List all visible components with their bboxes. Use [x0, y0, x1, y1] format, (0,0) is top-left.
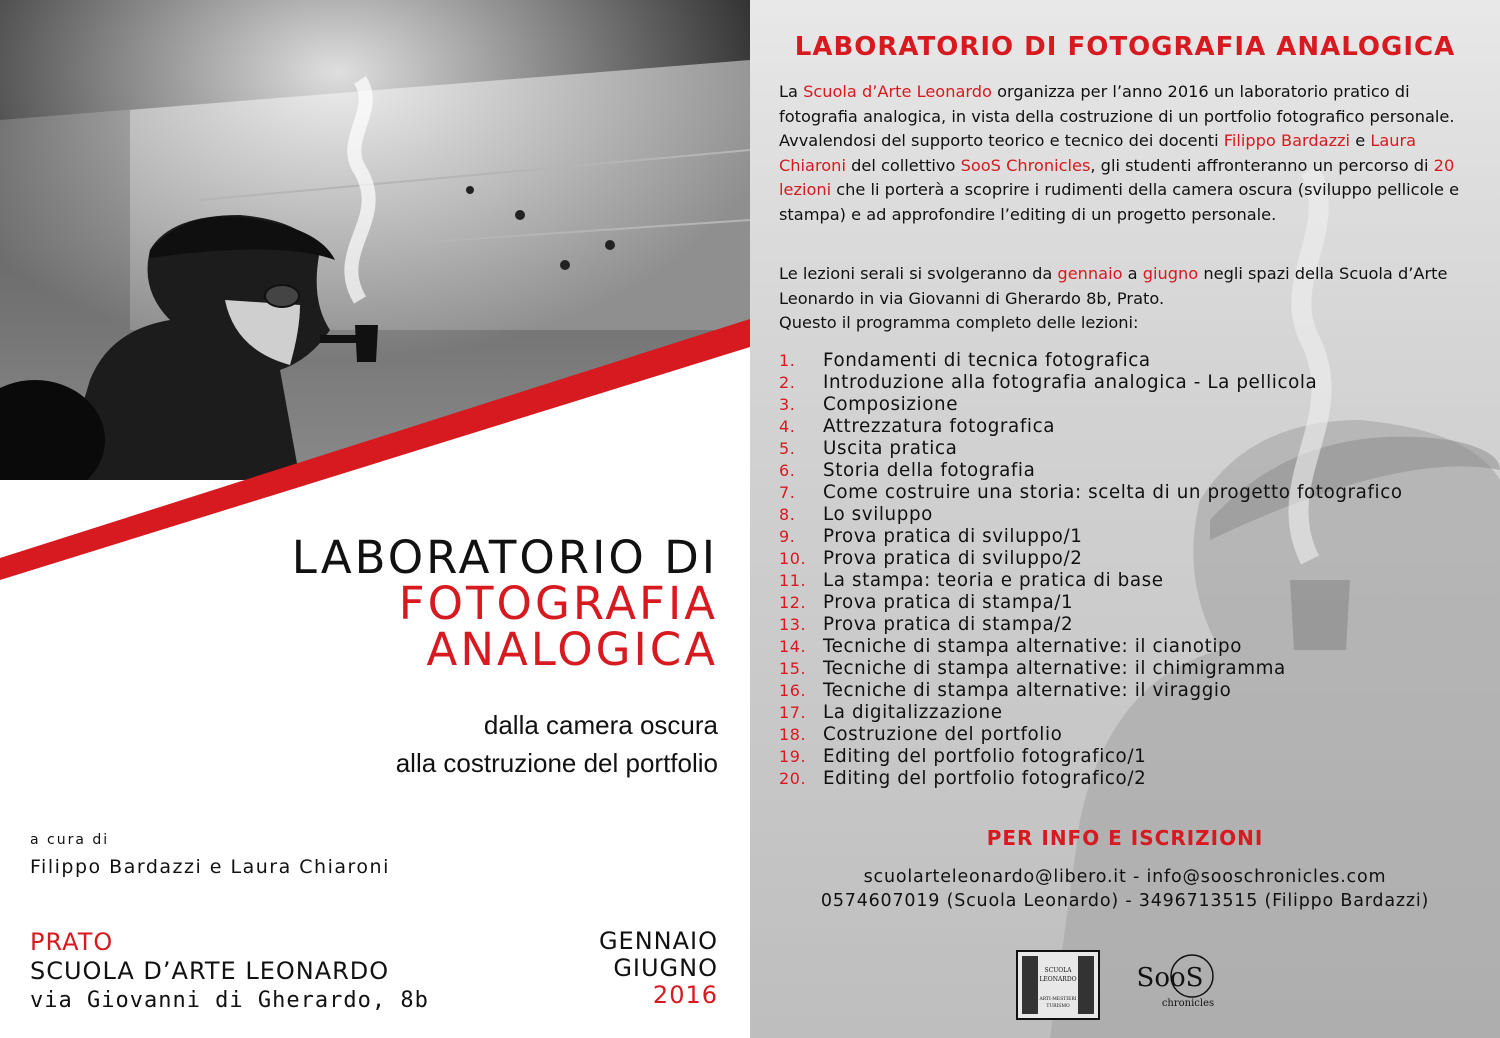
lesson-number: 7.	[779, 483, 796, 502]
soos-chronicles-logo	[1130, 952, 1225, 1012]
info-panel	[750, 0, 1500, 1038]
list-item	[779, 372, 1403, 394]
schedule-month-end: giugno	[1142, 264, 1199, 283]
lesson-title: Prova pratica di sviluppo/2	[823, 548, 1083, 569]
logo-text: SCUOLA	[1044, 967, 1072, 974]
teacher-1: Filippo Bardazzi	[1223, 131, 1351, 151]
intro-paragraph	[779, 80, 1469, 228]
lesson-title: Tecniche di stampa alternative: il chimigramma	[823, 658, 1286, 679]
lesson-title: La digitalizzazione	[823, 702, 1003, 723]
lesson-title: Introduzione alla fotografia analogica - La pellicola	[823, 372, 1318, 393]
lessons-count: 20 lezioni	[779, 155, 1455, 200]
intro-text: , gli studenti affronteranno un percorso di	[1090, 155, 1434, 175]
lesson-number: 13.	[779, 615, 807, 634]
lesson-title: Fondamenti di tecnica fotografica	[823, 350, 1151, 371]
lesson-number: 2.	[779, 373, 796, 392]
authors: Filippo Bardazzi e Laura Chiaroni	[30, 856, 390, 878]
lesson-number: 1.	[779, 351, 796, 370]
month-start: GENNAIO	[598, 927, 718, 955]
cover-subtitle	[396, 706, 718, 782]
list-item	[779, 394, 1403, 416]
cover-title-line1: LABORATORIO DI	[291, 531, 718, 584]
lesson-number: 3.	[779, 395, 796, 414]
list-item	[779, 724, 1403, 746]
contact-heading: PER INFO E ISCRIZIONI	[986, 826, 1264, 850]
lesson-title: Editing del portfolio fotografico/2	[823, 768, 1147, 789]
schedule-paragraph	[779, 262, 1469, 336]
list-item	[779, 658, 1403, 680]
schedule-month-start: gennaio	[1057, 264, 1123, 283]
contact-emails: scuolarteleonardo@libero.it - info@sooschronicles.com	[863, 867, 1387, 887]
intro-text: e	[1350, 131, 1371, 151]
lessons-list	[779, 350, 1403, 790]
schedule-text: Questo il programma completo delle lezioni:	[779, 313, 1139, 333]
lesson-title: Storia della fotografia	[823, 460, 1036, 481]
venue-city: PRATO	[30, 928, 114, 956]
cover-title-line2: FOTOGRAFIA	[398, 577, 718, 630]
lesson-number: 15.	[779, 659, 807, 678]
list-item	[779, 526, 1403, 548]
list-item	[779, 746, 1403, 768]
lesson-title: Uscita pratica	[823, 438, 958, 459]
intro-text: del collettivo	[845, 155, 961, 175]
subtitle-line2: alla costruzione del portfolio	[395, 748, 718, 778]
lesson-number: 19.	[779, 747, 807, 766]
school-link-text: Scuola d’Arte Leonardo	[803, 82, 992, 101]
schedule-text: negli spazi della Scuola d’Arte Leonardo in via Giovanni di Gherardo 8b, Prato.	[779, 264, 1448, 308]
list-item	[779, 768, 1403, 790]
list-item	[779, 702, 1403, 724]
contact-phones: 0574607019 (Scuola Leonardo) - 3496713515 (Filippo Bardazzi)	[820, 891, 1430, 911]
list-item	[779, 504, 1403, 526]
lesson-title: Tecniche di stampa alternative: il cianotipo	[823, 636, 1243, 657]
list-item	[779, 416, 1403, 438]
intro-text: organizza per l’anno 2016 un laboratorio pratico di fotografia analogica, in vista della costruzione di un portfolio fotografico personale. Avvalendosi del supporto teorico e tecnico dei docenti	[779, 82, 1455, 151]
lesson-number: 6.	[779, 461, 796, 480]
list-item	[779, 680, 1403, 702]
list-item	[779, 636, 1403, 658]
teacher-2: Laura Chiaroni	[779, 131, 1417, 175]
lesson-number: 11.	[779, 571, 807, 590]
intro-text: che li porterà a scoprire i rudimenti della camera oscura (sviluppo pellicole e stampa) e ad approfondire l’editing di un progetto personale.	[779, 180, 1460, 224]
lesson-number: 16.	[779, 681, 807, 700]
dates	[599, 928, 718, 1009]
lesson-title: Composizione	[823, 394, 959, 415]
month-end: GIUGNO	[613, 954, 718, 982]
schedule-text: Le lezioni serali si svolgeranno da	[779, 264, 1058, 283]
list-item	[779, 438, 1403, 460]
logo-soos-text: SooS	[1136, 963, 1204, 993]
lesson-number: 4.	[779, 417, 796, 436]
lesson-title: Prova pratica di stampa/1	[823, 592, 1074, 613]
list-item	[779, 570, 1403, 592]
curated-label: a cura di	[30, 832, 110, 848]
list-item	[779, 482, 1403, 504]
lesson-title: Attrezzatura fotografica	[823, 416, 1056, 437]
lesson-number: 9.	[779, 527, 796, 546]
intro-text: La	[779, 82, 804, 101]
venue-address: via Giovanni di Gherardo, 8b	[30, 988, 429, 1013]
lesson-number: 14.	[779, 637, 807, 656]
lesson-number: 8.	[779, 505, 796, 524]
scuola-leonardo-logo	[1016, 950, 1100, 1020]
logo-text: ARTI-MESTIERI	[1039, 997, 1077, 1002]
list-item	[779, 592, 1403, 614]
lesson-number: 12.	[779, 593, 807, 612]
lesson-title: Prova pratica di sviluppo/1	[823, 526, 1083, 547]
lesson-number: 18.	[779, 725, 807, 744]
lesson-title: Editing del portfolio fotografico/1	[823, 746, 1147, 767]
cover-title	[291, 531, 718, 676]
lesson-title: Prova pratica di stampa/2	[823, 614, 1074, 635]
year: 2016	[652, 981, 718, 1009]
venue-school: SCUOLA D’ARTE LEONARDO	[30, 957, 390, 985]
lesson-title: Lo sviluppo	[823, 504, 933, 525]
list-item	[779, 614, 1403, 636]
logo-text: LEONARDO	[1039, 976, 1077, 983]
logo-text: TURISMO	[1046, 1004, 1070, 1009]
lesson-title: Costruzione del portfolio	[823, 724, 1063, 745]
subtitle-line1: dalla camera oscura	[483, 710, 718, 740]
lesson-number: 17.	[779, 703, 807, 722]
lesson-title: La stampa: teoria e pratica di base	[823, 570, 1164, 591]
collective-name: SooS Chronicles	[960, 155, 1091, 175]
lesson-number: 5.	[779, 439, 796, 458]
list-item	[779, 460, 1403, 482]
schedule-text: a	[1122, 264, 1143, 283]
list-item	[779, 350, 1403, 372]
cover-title-line3: ANALOGICA	[426, 623, 718, 676]
venue	[30, 928, 429, 1015]
info-title: LABORATORIO DI FOTOGRAFIA ANALOGICA	[794, 32, 1456, 62]
lesson-title: Come costruire una storia: scelta di un progetto fotografico	[823, 482, 1403, 503]
lesson-number: 10.	[779, 549, 807, 568]
lesson-title: Tecniche di stampa alternative: il viraggio	[823, 680, 1232, 701]
logo-soos-subtext: chronicles	[1161, 998, 1215, 1009]
lesson-number: 20.	[779, 769, 807, 788]
list-item	[779, 548, 1403, 570]
